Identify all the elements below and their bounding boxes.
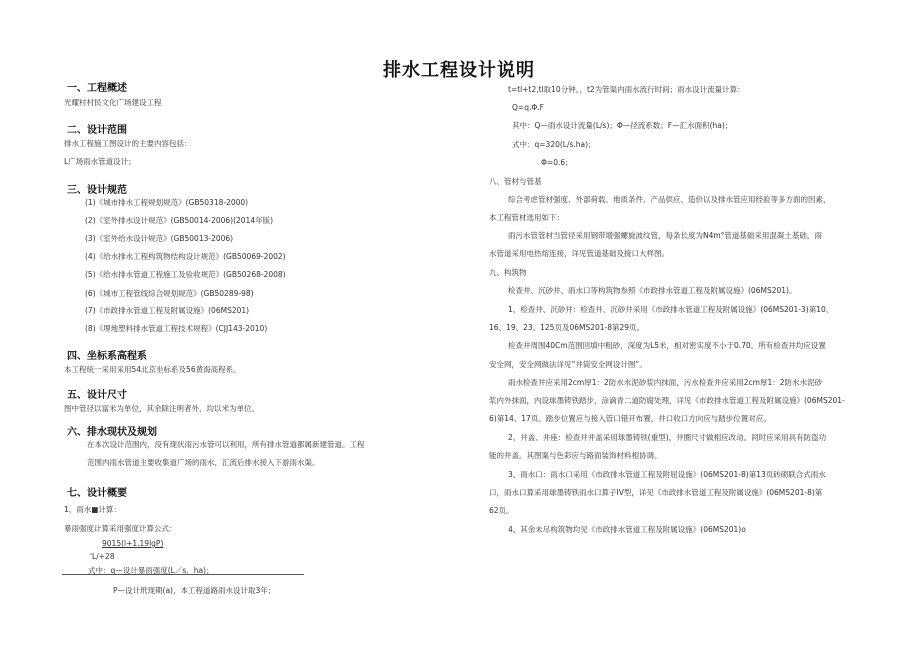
right-line-23: 口，雨水口算采用球墨铸铁雨水口算子IV型，详见《市政排水管道工程及附属设施》(06MS201-8)第 — [489, 488, 823, 497]
section-1-text: 光耀村村民文化广场建设工程 — [64, 98, 162, 107]
section-2-heading: 二、设计范围 — [67, 125, 127, 136]
section-7-line-1: 暴雨强度计算采用强度计算公式： — [64, 524, 177, 533]
right-line-16: 安全网，安全网做法详见“井筒安全网设计图”。 — [489, 360, 647, 369]
standard-item: (7)《市政排水管道工程及附属设施》(06MS201) — [85, 306, 250, 315]
section-5-heading: 五、设计尺寸 — [67, 390, 127, 401]
right-line-10: 水管道采用电热熔连接，详见管道基础及接口大样图。 — [489, 249, 669, 258]
page-title: 排水工程设计说明 — [383, 60, 535, 81]
right-line-22: 3、雨水口：雨水口采用《市政排水管道工程及附屈设施》(06MS201-8)第13页砖砌联合式雨水 — [508, 470, 826, 479]
right-line-2: Q=q.Φ.F — [512, 103, 544, 112]
right-line-14: 16、19、23、125页及06MS201-8第29页。 — [489, 323, 645, 332]
section-2-line-2: L广场雨水管道设计； — [64, 157, 136, 166]
right-line-24: 62页。 — [489, 506, 514, 515]
formula-numerator: 9015(l+1.19lgP) — [102, 539, 164, 548]
right-line-12: 检查井、沉砂井、雨水口等构筑物参照《市政排水管道工程及附属设施》(06MS201)。 — [508, 286, 797, 295]
right-line-5: Φ=0.6； — [541, 158, 573, 167]
right-line-21: 能的井盖。其图案与色彩应与路面装饰材料相协调。 — [489, 451, 662, 460]
section-7-heading: 七、设计概要 — [67, 488, 127, 499]
section-5-text: 图中管径以富米为单位，其余除注明者外，均以米为单位。 — [64, 404, 259, 413]
standard-item: (8)《埋地塑料排水管道工程技术规程》(CJJ143-2010) — [85, 324, 268, 333]
section-7-line-3: P—设计玳现期(a)，本工程道路雨水设计取3年； — [113, 586, 276, 595]
section-6-line-1: 在本次设计范围内，没有现状雨污水管可以利用，所有排水管道都属新建管道。工程 — [87, 440, 365, 449]
standard-item: (3)《室外给水设计规范》(GB50013-2006) — [85, 234, 234, 243]
right-line-8: 本工程管材选用如下： — [489, 213, 564, 222]
section-4-text: 本工程统一采用采用54北京坐标系及56黄海高程系。 — [64, 365, 241, 374]
right-line-3: 其中：Q—雨水设计流量(L/s)；Φ—径流系数；F—汇水面积(ha)； — [512, 121, 733, 130]
section-2-line-1: 排水工程施工图设计的主要内容包括： — [64, 139, 192, 148]
section-9-heading: 九、构筑物 — [489, 268, 527, 277]
section-6-heading: 六、排水现状及规划 — [67, 427, 157, 438]
section-3-heading: 三、设计规范 — [67, 185, 127, 196]
right-line-13: 1、检查井、沉砂井：检查井、沉砂井采用《市政排水管道工程及附属设施》(06MS201-3)第10、 — [508, 305, 834, 314]
section-7-line-2: 式中：q—设计暴雨强度(L／s．ha)； — [88, 566, 214, 575]
section-4-heading: 四、坐标系高程系 — [67, 351, 147, 362]
right-line-7: 综合考虑管材强度、外部荷载、地质条件、产品供应、造价以及排水管应用经验等多方面的因素， — [508, 195, 831, 204]
right-line-19: 6)第14、17页。踏步位置应与接入管口错开布置，井口收口方向应与踏步位置对应。 — [489, 414, 771, 423]
right-line-1: t=tl+t2,tl取10分钟，，t2为管渠内雨水流行时间；雨水设计流量计算： — [508, 85, 745, 94]
section-1-heading: 一、工程概述 — [67, 83, 127, 94]
section-6-line-2: 范围内雨水管道主要收集道广场的雨水，汇流后排水接入下游雨水渠。 — [87, 458, 320, 467]
section-8-heading: 八、管材与管基 — [489, 177, 542, 186]
right-line-20: 2、井盖、井座：检查井井盖采用球墨铸铁(重型)，井圈尺寸做相应改动。同时应采用具有防盗功 — [508, 433, 827, 442]
standard-item: (2)《室外排水设计规范》(GB50014-2006)(2014年版) — [85, 216, 274, 225]
standard-item: (4)《给水排水工程构筑物结构设计规范》(GB50069-2002) — [85, 252, 286, 261]
right-line-18: 浆内外抹面，内设球墨铸铁踏步，涂滴青二道防腐处理，详见《市政排水管道工程及附属设施》(06MS201- — [489, 396, 845, 405]
standard-item: (5)《给水排水管道工程施工及验收规范》(GB50268-2008) — [85, 270, 286, 279]
formula-denominator: 'L/+28 — [90, 552, 115, 561]
right-line-9: 雨污水管管材当管径采用钢带增强螺旋波纹管，每条长度为N4m°管道基础采用混凝土基础，雨 — [508, 231, 822, 240]
right-line-17: 雨水检查井应采用2cm厚1：2防水水泥砂浆内抹面，污水检查井应采用2cm厚1：2防水水泥砂 — [508, 378, 822, 387]
right-line-4: 式中：q=320(L/s.ha)； — [512, 140, 596, 149]
standard-item: (1)《城市排水工程规划规范》(GB50318-2000) — [85, 198, 249, 207]
right-line-25: 4、其余未尽构筑物均见《市政排水管道工程及附属设施》(06MS201)o — [508, 525, 746, 534]
right-line-15: 检查井周围40Cm范围回填中粗砂，深度为L5米，相对密实度不小于0.70。所有检查井均应设置 — [508, 341, 826, 350]
section-7-sub-1: 1、雨水■计算： — [64, 505, 121, 514]
standard-item: (6)《城市工程管线综合规划规范》(GB50289-98) — [85, 289, 254, 298]
